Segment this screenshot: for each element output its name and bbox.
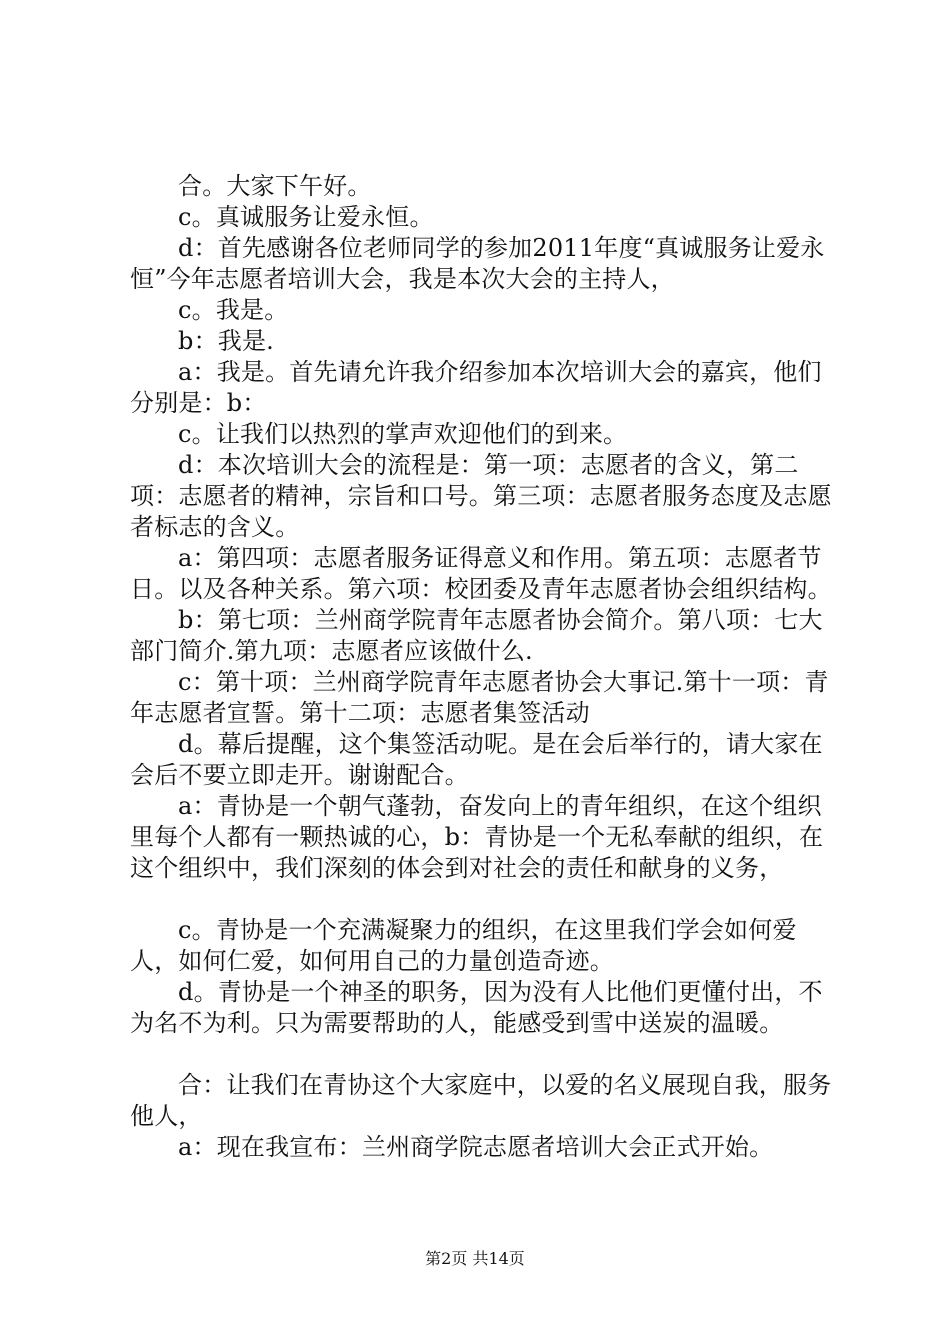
paragraph: c：第十项：兰州商学院青年志愿者协会大事记.第十一项：青年志愿者宣誓。第十二项：志愿者集签活动 xyxy=(130,668,829,727)
paragraph: b：第七项：兰州商学院青年志愿者协会简介。第八项：七大部门简介.第九项：志愿者应该做什么. xyxy=(130,606,823,665)
paragraph: c。我是。 xyxy=(178,296,289,324)
paragraph: d：本次培训大会的流程是：第一项：志愿者的含义，第二项：志愿者的精神，宗旨和口号。第三项：志愿者服务态度及志愿者标志的含义。 xyxy=(130,451,832,541)
paragraph: c。青协是一个充满凝聚力的组织，在这里我们学会如何爱人，如何仁爱，如何用自己的力量创造奇迹。 xyxy=(130,916,797,975)
document-body xyxy=(130,171,844,1163)
paragraph: a：第四项：志愿者服务证得意义和作用。第五项：志愿者节日。以及各种关系。第六项：校团委及青年志愿者协会组织结构。 xyxy=(130,544,832,603)
page-number-footer: 第2页 共14页 xyxy=(425,1249,525,1268)
paragraph: d。青协是一个神圣的职务，因为没有人比他们更懂付出，不为名不为利。只为需要帮助的人，能感受到雪中送炭的温暖。 xyxy=(130,978,823,1037)
paragraph: a：青协是一个朝气蓬勃，奋发向上的青年组织，在这个组织里每个人都有一颗热诚的心，b：青协是一个无私奉献的组织，在这个组织中，我们深刻的体会到对社会的责任和献身的义务， xyxy=(130,792,824,882)
paragraph: 合：让我们在青协这个大家庭中，以爱的名义展现自我，服务他人， xyxy=(130,1071,832,1130)
paragraph: 合。大家下午好。 xyxy=(178,172,372,200)
paragraph: d：首先感谢各位老师同学的参加2011年度“真诚服务让爱永恒”今年志愿者培训大会，我是本次大会的主持人， xyxy=(130,234,825,293)
paragraph: c。让我们以热烈的掌声欢迎他们的到来。 xyxy=(178,420,628,448)
paragraph: c。真诚服务让爱永恒。 xyxy=(178,203,434,231)
paragraph: b：我是. xyxy=(178,327,274,355)
paragraph: a：现在我宣布：兰州商学院志愿者培训大会正式开始。 xyxy=(178,1133,774,1161)
paragraph: a：我是。首先请允许我介绍参加本次培训大会的嘉宾，他们分别是：b： xyxy=(130,358,822,417)
paragraph: d。幕后提醒，这个集签活动呢。是在会后举行的，请大家在会后不要立即走开。谢谢配合。 xyxy=(130,730,823,789)
